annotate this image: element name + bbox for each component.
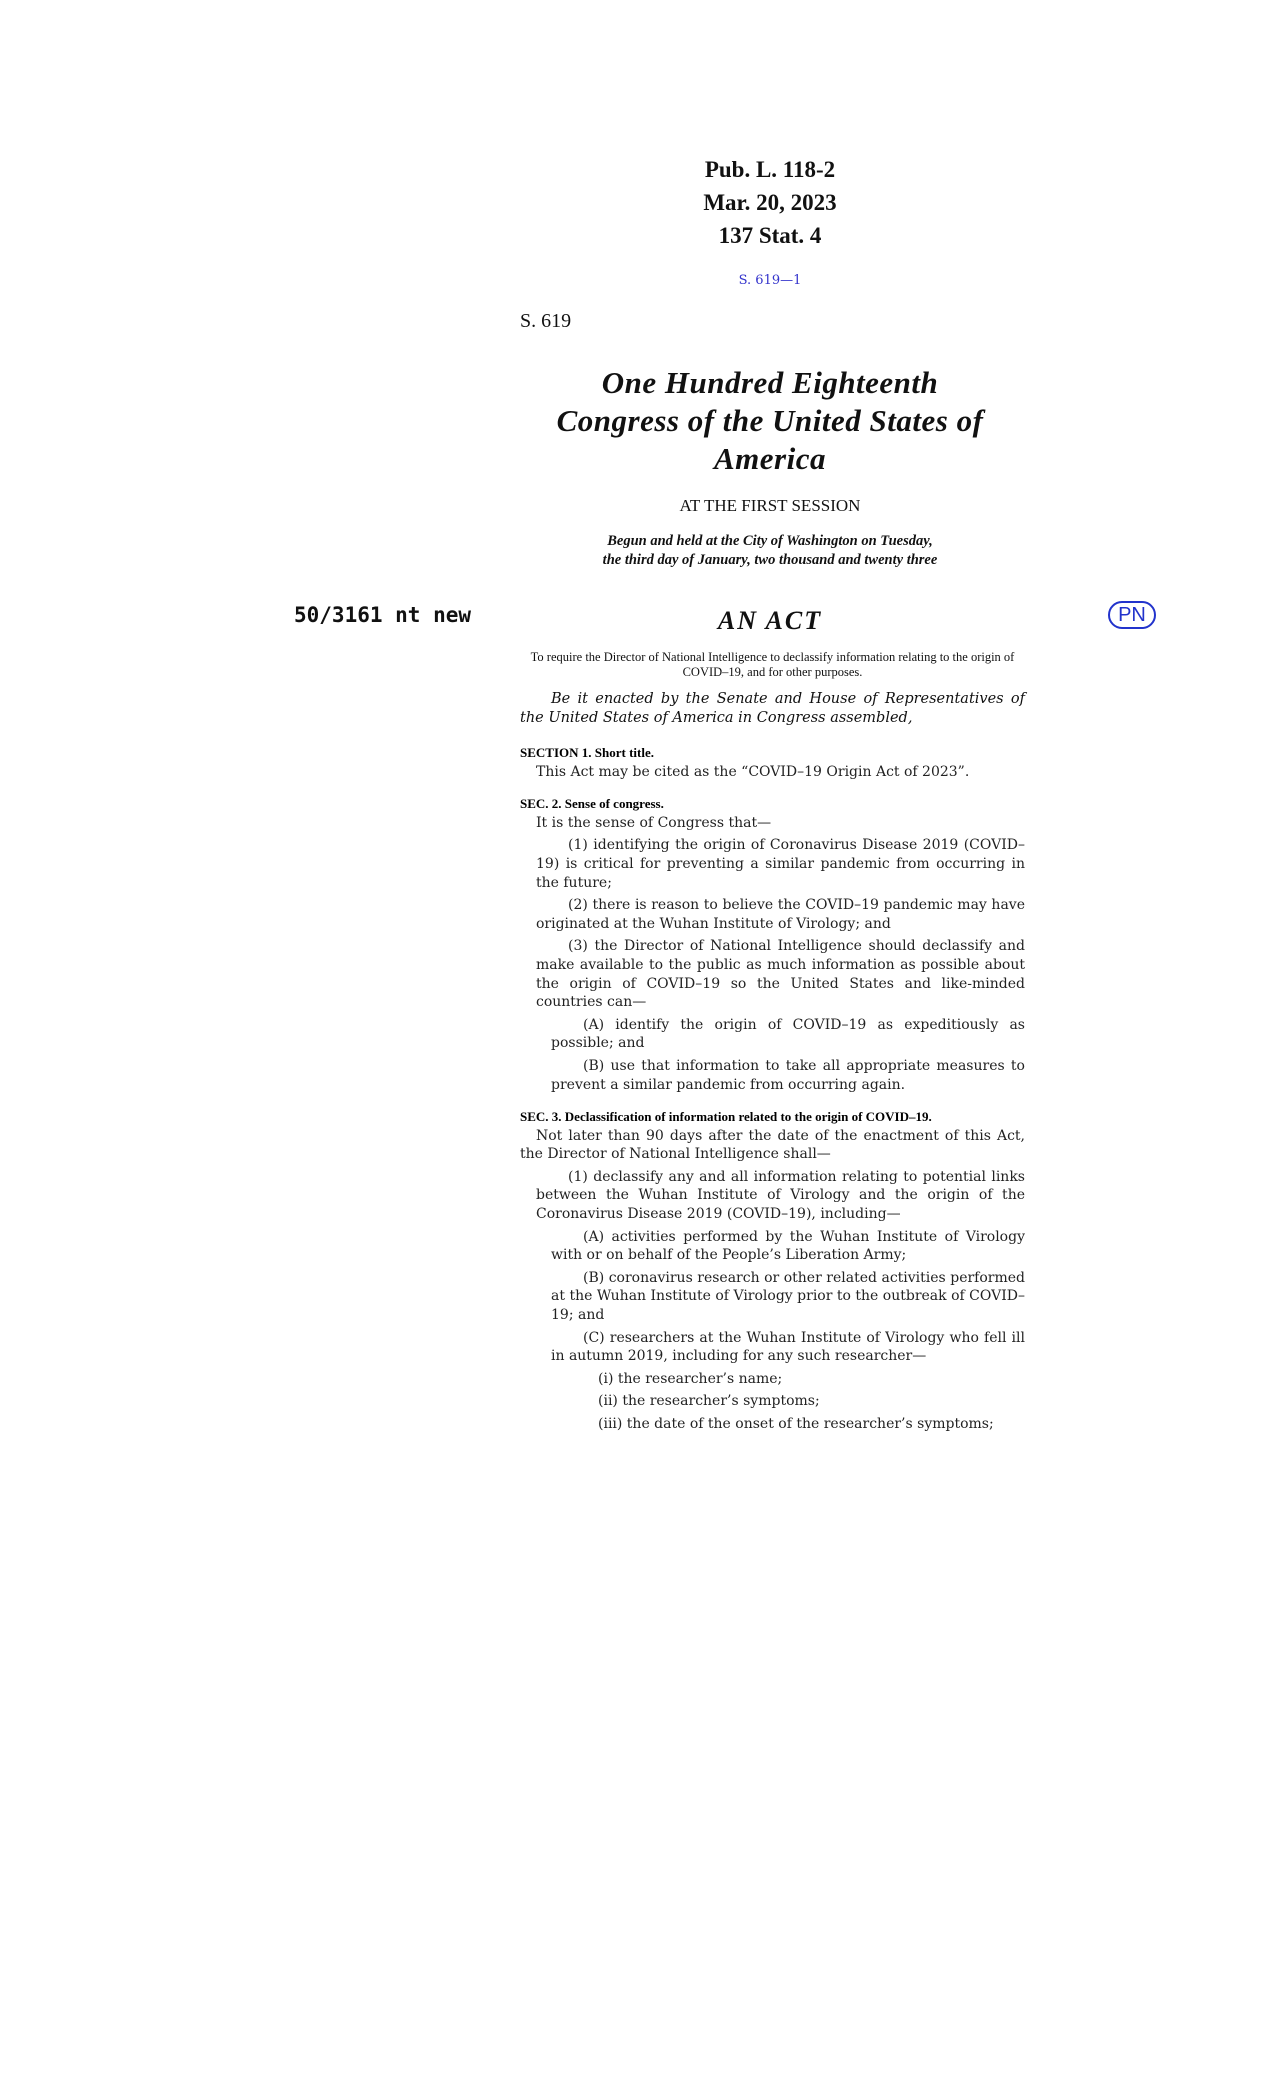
margin-code-note: 50/3161 nt new xyxy=(294,603,472,627)
section-2-paragraph-2: (2) there is reason to believe the COVID–19 pandemic may have originated at the Wuhan Institute of Virology; and xyxy=(536,897,1025,932)
enactment-date: Mar. 20, 2023 xyxy=(703,190,837,215)
section-2-intro: It is the sense of Congress that— xyxy=(536,814,772,831)
an-act-heading: AN ACT xyxy=(717,606,823,635)
section-2-paragraph-3: (3) the Director of National Intelligence should declassify and make available to the public as much information as possible about the origin of COVID–19 so the United States and like-minded countries can— xyxy=(536,938,1025,1011)
session-label: AT THE FIRST SESSION xyxy=(679,496,861,515)
section-3-intro: Not later than 90 days after the date of the enactment of this Act, the Director of National Intelligence shall— xyxy=(520,1127,1025,1163)
section-2-heading: SEC. 2. Sense of congress. xyxy=(520,796,664,812)
section-2-subparagraph-a: (A) identify the origin of COVID–19 as expeditiously as possible; and xyxy=(551,1016,1025,1052)
begun-line-2: the third day of January, two thousand and twenty three xyxy=(602,552,938,568)
section-1-heading: SECTION 1. Short title. xyxy=(520,745,654,760)
statute-citation: 137 Stat. 4 xyxy=(718,223,822,248)
pn-badge[interactable]: PN xyxy=(1108,601,1156,629)
section-3-subparagraph-b: (B) coronavirus research or other related activities performed at the Wuhan Institute of Virology prior to the outbreak of COVID–19; and xyxy=(551,1269,1025,1324)
congress-title-line-2: Congress of the United States of xyxy=(556,403,984,438)
section-1-text: This Act may be cited as the “COVID–19 Origin Act of 2023”. xyxy=(536,763,970,780)
begun-statement xyxy=(520,532,1020,570)
bill-number: S. 619 xyxy=(520,310,572,332)
begun-line-1: Begun and held at the City of Washington on Tuesday, xyxy=(607,533,933,549)
public-law-number: Pub. L. 118-2 xyxy=(704,157,836,182)
section-3-clause-ii: (ii) the researcher’s symptoms; xyxy=(598,1393,820,1410)
congress-title xyxy=(520,364,1020,478)
section-3-clause-iii: (iii) the date of the onset of the researcher’s symptoms; xyxy=(598,1416,994,1432)
section-3-subparagraph-a: (A) activities performed by the Wuhan Institute of Virology with or on behalf of the People’s Liberation Army; xyxy=(551,1228,1025,1264)
section-2-subparagraph-b: (B) use that information to take all appropriate measures to prevent a similar pandemic from occurring again. xyxy=(551,1057,1025,1093)
section-2-paragraph-1: (1) identifying the origin of Coronavirus Disease 2019 (COVID–19) is critical for preventing a similar pandemic from occurring in the future; xyxy=(536,837,1025,891)
purpose-statement: To require the Director of National Intelligence to declassify information relating to the origin of COVID–19, and for other purposes. xyxy=(530,650,1015,679)
section-3-heading: SEC. 3. Declassification of information related to the origin of COVID–19. xyxy=(520,1109,932,1125)
section-3-clause-i: (i) the researcher’s name; xyxy=(598,1370,783,1387)
congress-title-line-3: America xyxy=(714,441,826,476)
enacting-clause: Be it enacted by the Senate and House of Representatives of the United States of America in Congress assembled, xyxy=(520,691,1025,726)
congress-title-line-1: One Hundred Eighteenth xyxy=(601,365,939,400)
act-body xyxy=(520,744,1025,1434)
page-link[interactable]: S. 619—1 xyxy=(738,273,802,288)
section-3-paragraph-1: (1) declassify any and all information relating to potential links between the Wuhan Institute of Virology and the origin of the Coronavirus Disease 2019 (COVID–19), including— xyxy=(536,1168,1025,1223)
section-3-subparagraph-c: (C) researchers at the Wuhan Institute of Virology who fell ill in autumn 2019, including for any such researcher— xyxy=(551,1329,1025,1365)
